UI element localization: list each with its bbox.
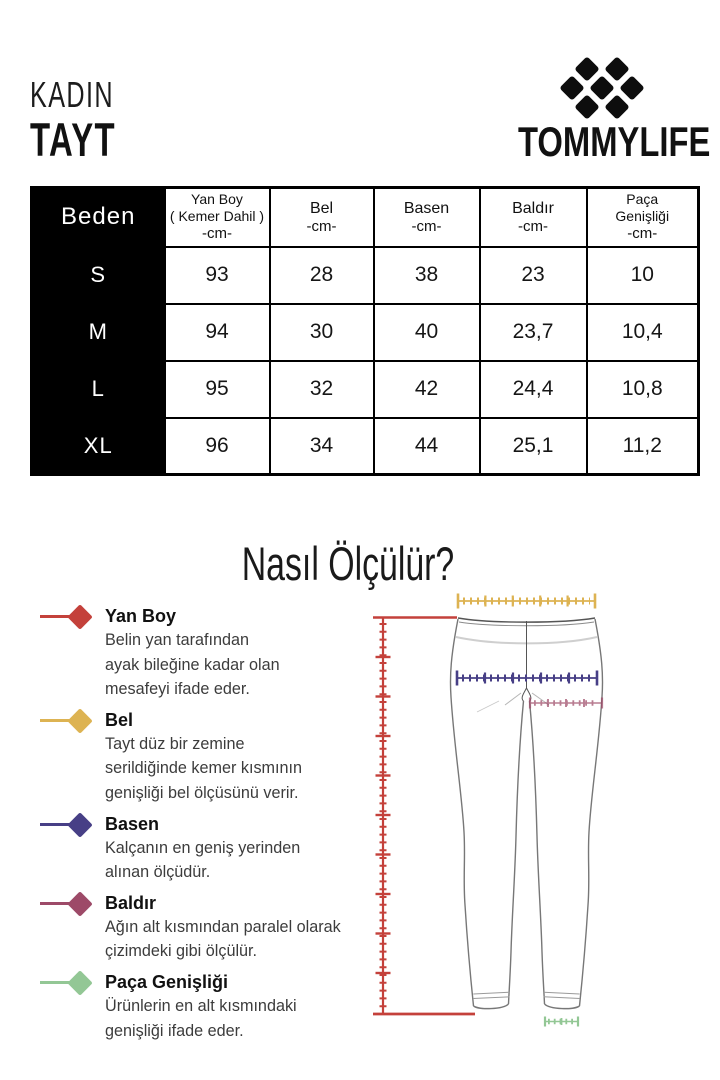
legend-item-name: Bel	[105, 709, 134, 730]
value-cell: 10,8	[587, 361, 699, 418]
paca-genisligi-ruler	[545, 1017, 578, 1027]
value-cell: 40	[374, 304, 480, 361]
value-cell: 32	[270, 361, 374, 418]
legend-item-text: Ürünlerin en alt kısmındaki	[105, 996, 297, 1015]
size-row-l	[32, 361, 699, 418]
how-to-measure-title: Nasıl Ölçülür?	[241, 537, 455, 590]
value-cell: 25,1	[480, 418, 587, 475]
value-cell: 94	[165, 304, 270, 361]
legend-item-text: Kalçanın en geniş yerinden	[105, 838, 301, 857]
legend-item-text: genişliği bel ölçüsünü verir.	[105, 783, 299, 802]
legend-item-yan-boy	[40, 604, 362, 702]
measurement-legend	[40, 604, 362, 1049]
bel-ruler	[458, 594, 595, 609]
value-cell: 10,4	[587, 304, 699, 361]
value-cell: 24,4	[480, 361, 587, 418]
legend-item-name: Yan Boy	[105, 606, 177, 626]
value-cell: 93	[165, 247, 270, 304]
brand-logo-diamond-grid-icon	[556, 56, 648, 118]
legend-item-text: Tayt düz bir zemine	[105, 734, 245, 753]
size-table	[30, 186, 700, 476]
green-diamond-icon	[40, 972, 92, 994]
yan-boy-ruler	[373, 618, 475, 1015]
leggings-diagram	[360, 555, 720, 1080]
column-header-baldir: Baldır -cm-	[480, 188, 587, 247]
value-cell: 23	[480, 247, 587, 304]
legend-item-name: Basen	[105, 813, 160, 834]
size-label: L	[32, 361, 165, 418]
gold-diamond-icon	[40, 710, 92, 732]
legend-item-text: çizimdeki gibi ölçülür.	[105, 942, 258, 961]
column-header-yan-boy: Yan Boy ( Kemer Dahil ) -cm-	[165, 188, 270, 247]
brand-name: TOMMYLIFE	[518, 118, 711, 165]
legend-item-text: genişliği ifade eder.	[105, 1021, 244, 1040]
legend-item-name: Paça Genişliği	[105, 971, 229, 992]
red-diamond-icon	[40, 606, 92, 628]
size-row-xl	[32, 418, 699, 475]
size-label: S	[32, 247, 165, 304]
column-header-paca-genisligi: Paça Genişliği -cm-	[587, 188, 699, 247]
legend-item-basen	[40, 812, 362, 885]
legend-item-bel	[40, 708, 362, 806]
value-cell: 96	[165, 418, 270, 475]
value-cell: 34	[270, 418, 374, 475]
value-cell: 95	[165, 361, 270, 418]
legend-item-name: Baldır	[105, 892, 157, 913]
value-cell: 44	[374, 418, 480, 475]
category-label: KADIN	[30, 74, 115, 115]
maroon-diamond-icon	[40, 893, 92, 915]
indigo-diamond-icon	[40, 814, 92, 836]
value-cell: 30	[270, 304, 374, 361]
legend-item-text: Ağın alt kısmından paralel olarak	[105, 917, 341, 936]
legend-item-paca-genisligi	[40, 970, 362, 1043]
value-cell: 38	[374, 247, 480, 304]
size-row-m	[32, 304, 699, 361]
size-row-s	[32, 247, 699, 304]
legend-item-text: ayak bileğine kadar olan	[105, 655, 280, 674]
product-type-label: TAYT	[30, 113, 117, 166]
size-label: M	[32, 304, 165, 361]
size-label: XL	[32, 418, 165, 475]
column-header-bel: Bel -cm-	[270, 188, 374, 247]
size-table-header-row	[32, 188, 699, 247]
legend-item-baldir	[40, 891, 362, 964]
value-cell: 42	[374, 361, 480, 418]
legend-item-text: Belin yan tarafından	[105, 631, 249, 649]
column-header-basen: Basen -cm-	[374, 188, 480, 247]
legend-item-text: mesafeyi ifade eder.	[105, 680, 250, 699]
value-cell: 11,2	[587, 418, 699, 475]
legend-item-text: alınan ölçüdür.	[105, 863, 211, 882]
value-cell: 10	[587, 247, 699, 304]
column-header-beden: Beden	[32, 188, 165, 247]
legend-item-text: serildiğinde kemer kısmının	[105, 759, 303, 778]
value-cell: 23,7	[480, 304, 587, 361]
value-cell: 28	[270, 247, 374, 304]
